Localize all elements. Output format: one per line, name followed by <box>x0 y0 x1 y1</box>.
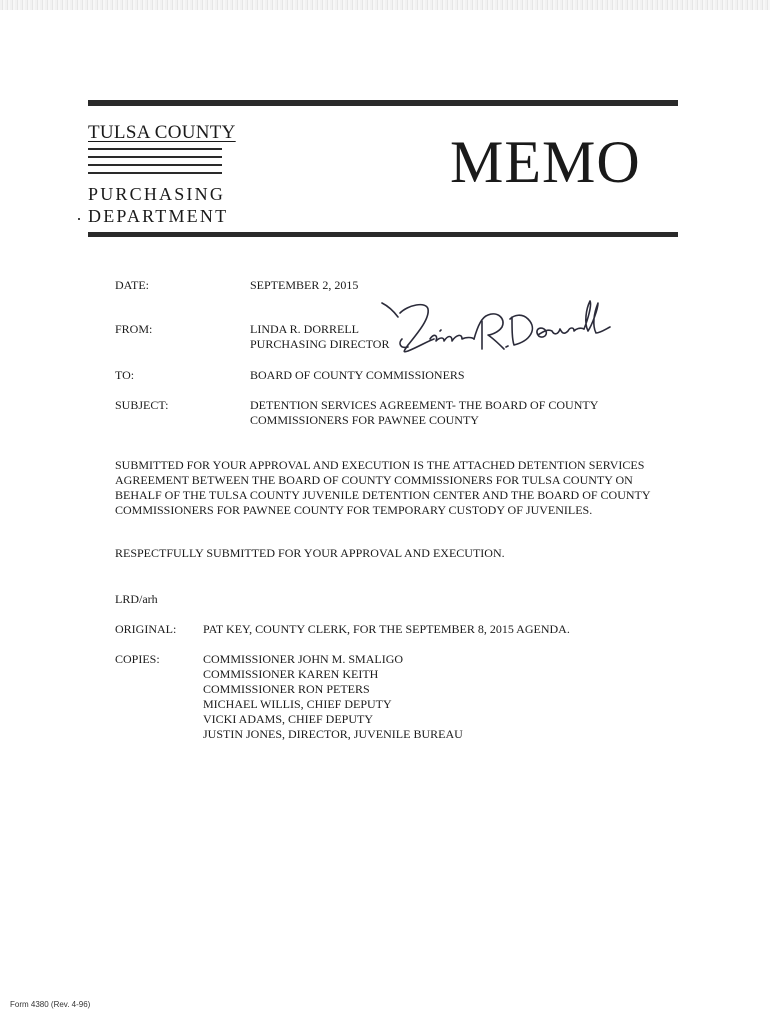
org-decorative-lines <box>88 148 222 180</box>
from-title: PURCHASING DIRECTOR <box>250 337 390 351</box>
copies-label: COPIES: <box>115 652 160 666</box>
body-paragraph-2: RESPECTFULLY SUBMITTED FOR YOUR APPROVAL AND EXECUTION. <box>115 546 505 560</box>
signature <box>378 295 628 360</box>
date-label: DATE: <box>115 278 149 292</box>
scan-speck <box>78 218 80 220</box>
copy-recipient: COMMISSIONER KAREN KEITH <box>203 667 379 681</box>
copy-recipient: JUSTIN JONES, DIRECTOR, JUVENILE BUREAU <box>203 727 463 741</box>
date-value: SEPTEMBER 2, 2015 <box>250 278 359 292</box>
subject-label: SUBJECT: <box>115 398 169 412</box>
copy-recipient: COMMISSIONER JOHN M. SMALIGO <box>203 652 404 666</box>
org-name: TULSA COUNTY <box>88 122 236 143</box>
subject-line-2: COMMISSIONERS FOR PAWNEE COUNTY <box>250 413 479 427</box>
header-rule-top <box>88 100 678 106</box>
memo-title: MEMO <box>450 129 641 195</box>
to-value: BOARD OF COUNTY COMMISSIONERS <box>250 368 465 382</box>
form-number: Form 4380 (Rev. 4-96) <box>10 1000 91 1009</box>
initials: LRD/arh <box>115 592 158 606</box>
copy-recipient: COMMISSIONER RON PETERS <box>203 682 370 696</box>
copies-list <box>203 652 463 742</box>
subject-line-1: DETENTION SERVICES AGREEMENT- THE BOARD OF COUNTY <box>250 398 599 412</box>
from-label: FROM: <box>115 322 153 336</box>
to-label: TO: <box>115 368 135 382</box>
original-label: ORIGINAL: <box>115 622 177 636</box>
copy-recipient: MICHAEL WILLIS, CHIEF DEPUTY <box>203 697 392 711</box>
copy-recipient: VICKI ADAMS, CHIEF DEPUTY <box>203 712 374 726</box>
header-rule-bottom <box>88 232 678 237</box>
scan-edge <box>0 0 770 10</box>
body-paragraph-1: SUBMITTED FOR YOUR APPROVAL AND EXECUTION IS THE ATTACHED DETENTION SERVICES AGREEMENT BETWEEN THE BOARD OF COUNTY COMMISSIONERS FOR TULSA COUNTY ON BEHALF OF THE TULSA COUNTY JUVENILE DETENTION CENTER AND THE BOARD OF COUNTY COMMISSIONERS FOR PAWNEE COUNTY FOR TEMPORARY CUSTODY OF JUVENILES. <box>115 458 651 517</box>
department-line-2: DEPARTMENT <box>88 206 229 226</box>
department-line-1: PURCHASING <box>88 184 226 204</box>
from-name: LINDA R. DORRELL <box>250 322 359 336</box>
original-value: PAT KEY, COUNTY CLERK, FOR THE SEPTEMBER 8, 2015 AGENDA. <box>203 622 570 636</box>
